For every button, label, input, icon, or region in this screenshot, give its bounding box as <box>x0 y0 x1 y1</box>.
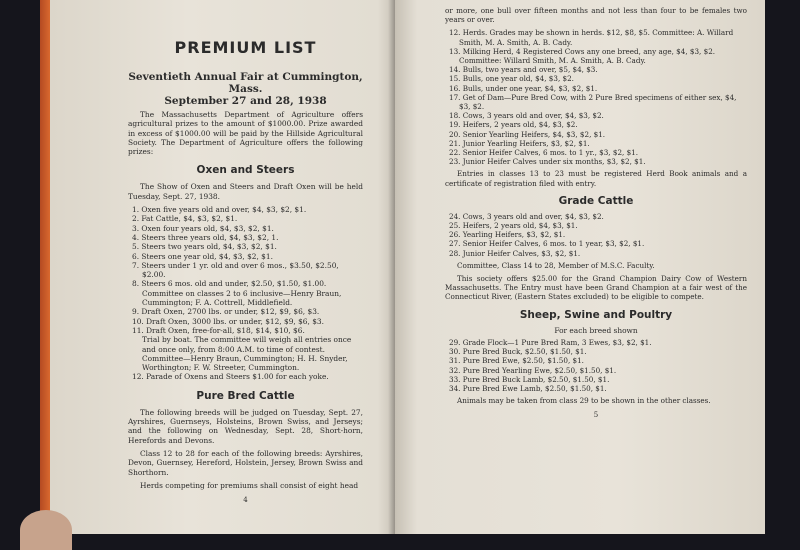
list-item: 21. Junior Yearling Heifers, $3, $2, $1. <box>449 138 590 148</box>
list-item: 24. Cows, 3 years old and over, $4, $3, $2. <box>449 211 604 221</box>
list-item: 33. Pure Bred Buck Lamb, $2.50, $1.50, $1. <box>449 374 610 384</box>
list-item: 8. Steers 6 mos. old and under, $2.50, $1.50, $1.00. <box>132 279 327 289</box>
sheep-subheading: For each breed shown <box>554 325 638 335</box>
list-item: 6. Steers one year old, $4, $3, $2, $1. <box>132 251 273 261</box>
book-cover-edge <box>40 0 50 534</box>
carry-over-text: or more, one bull over fifteen months and not less than four to be females two years or over. <box>445 6 747 25</box>
oxen-intro: The Show of Oxen and Steers and Draft Oxen will be held Tuesday, Sept. 27, 1938. <box>128 182 363 201</box>
list-item: 1. Oxen five years old and over, $4, $3, $2, $1. <box>132 205 307 215</box>
list-item: 2. Fat Cattle, $4, $3, $2, $1. <box>132 214 238 224</box>
committee-note: Committee, Class 14 to 28, Member of M.S.C. Faculty. <box>457 260 655 270</box>
page-number: 4 <box>243 496 248 505</box>
list-item: 9. Draft Oxen, 2700 lbs. or under, $12, $9, $6, $3. <box>132 307 320 317</box>
list-item: 10. Draft Oxen, 3000 lbs. or under, $12, $9, $6, $3. <box>132 316 324 326</box>
list-item: 3. Oxen four years old, $4, $3, $2, $1. <box>132 223 274 233</box>
pure-bred-paragraph: The following breeds will be judged on Tuesday, Sept. 27, Ayrshires, Guernseys, Holsteins, Brown Swiss, and Jerseys; and the following on Wednesday, Sept. 28, Short-horn, Herefords and Devons. <box>128 407 363 445</box>
list-item: 11. Draft Oxen, free-for-all, $18, $14, $10, $6. <box>132 325 305 335</box>
pure-bred-paragraph: Class 12 to 28 for each of the following breeds: Ayrshires, Devon, Guernsey, Hereford, Holstein, Jersey, Brown Swiss and Shorthorn. <box>128 448 363 477</box>
list-item: 18. Cows, 3 years old and over, $4, $3, $2. <box>449 111 604 121</box>
list-item: 31. Pure Bred Ewe, $2.50, $1.50, $1. <box>449 356 584 366</box>
list-item: 12. Herds. Grades may be shown in herds. $12, $8, $5. Committee: A. Willard Smith, M. A. Smith, A. B. Cady. <box>449 28 734 47</box>
list-item: 7. Steers under 1 yr. old and over 6 mos., $3.50, $2.50, $2.00. <box>132 260 339 280</box>
list-item: 34. Pure Bred Ewe Lamb, $2.50, $1.50, $1. <box>449 383 607 393</box>
list-item: 32. Pure Bred Yearling Ewe, $2.50, $1.50, $1. <box>449 365 617 375</box>
list-item: 20. Senior Yearling Heifers, $4, $3, $2, $1. <box>449 129 606 139</box>
pure-bred-paragraph: Herds competing for premiums shall consist of eight head <box>140 480 359 490</box>
list-item: 29. Grade Flock—1 Pure Bred Ram, 3 Ewes, $3, $2, $1. <box>449 337 652 347</box>
committee-note: Committee on classes 2 to 6 inclusive—Henry Braun, Cummington; F. A. Cottrell, Middlefield. <box>142 288 342 308</box>
list-item: 19. Heifers, 2 years old, $4, $3, $2. <box>449 120 578 130</box>
list-item: 26. Yearling Heifers, $3, $2, $1. <box>449 230 566 240</box>
pure-bred-heading: Pure Bred Cattle <box>196 389 295 402</box>
list-item: 30. Pure Bred Buck, $2.50, $1.50, $1. <box>449 347 587 357</box>
committee-note: Trial by boat. The committee will weigh all entries once and once only, from 8:00 A.M. to time of contest. Committee—Henry Braun, Cummington; H. H. Snyder, Worthington; F. W. Streeter, Cummington. <box>142 335 352 373</box>
list-item: 27. Senior Heifer Calves, 6 mos. to 1 year, $3, $2, $1. <box>449 239 645 249</box>
holding-thumb <box>20 510 72 550</box>
list-item: 15. Bulls, one year old, $4, $3, $2. <box>449 74 574 84</box>
list-item: 5. Steers two years old, $4, $3, $2, $1. <box>132 242 277 252</box>
page-title: PREMIUM LIST <box>174 38 317 57</box>
list-item: 17. Get of Dam—Pure Bred Cow, with 2 Pure Bred specimens of either sex, $4, $3, $2. <box>449 92 737 112</box>
list-item: 28. Junior Heifer Calves, $3, $2, $1. <box>449 248 581 258</box>
oxen-heading: Oxen and Steers <box>196 164 295 177</box>
list-item: 22. Senior Heifer Calves, 6 mos. to 1 yr., $3, $2, $1. <box>449 148 639 158</box>
right-page <box>395 0 765 534</box>
registration-note: Entries in classes 13 to 23 must be registered Herd Book animals and a certificate of registration filed with entry. <box>445 169 747 188</box>
list-item: 13. Milking Herd, 4 Registered Cows any one breed, any age, $4, $3, $2. Committee: Willard Smith, M. A. Smith, A. B. Cady. <box>449 46 716 66</box>
list-item: 12. Parade of Oxens and Steers $1.00 for each yoke. <box>132 372 329 382</box>
left-page <box>50 0 395 534</box>
list-item: 4. Steers three years old, $4, $3, $2, 1. <box>132 232 279 242</box>
fair-name: Seventieth Annual Fair at Cummington, Mass. <box>128 71 363 95</box>
grade-heading: Grade Cattle <box>558 194 634 207</box>
intro-paragraph: The Massachusetts Department of Agriculture offers agricultural prizes to the amount of $1000.00. Prize awarded in excess of $1000.00 will be paid by the Hillside Agricultural Society. The Department of Agriculture offers the following prizes: <box>128 110 363 157</box>
sheep-heading: Sheep, Swine and Poultry <box>519 308 673 321</box>
list-item: 14. Bulls, two years and over, $5, $4, $3. <box>449 65 598 75</box>
sheep-note: Animals may be taken from class 29 to be shown in the other classes. <box>457 396 711 406</box>
list-item: 25. Heifers, 2 years old, $4, $3, $1. <box>449 221 578 231</box>
champion-note: This society offers $25.00 for the Grand Champion Dairy Cow of Western Massachusetts. The Entry must have been Grand Champion at a fair west of the Connecticut River, (Eastern States excluded) to be eligible to compete. <box>445 274 747 302</box>
fair-dates: September 27 and 28, 1938 <box>164 95 327 107</box>
list-item: 23. Junior Heifer Calves under six months, $3, $2, $1. <box>449 157 646 167</box>
page-number: 5 <box>593 411 599 420</box>
list-item: 16. Bulls, under one year, $4, $3, $2, $1. <box>449 83 598 93</box>
